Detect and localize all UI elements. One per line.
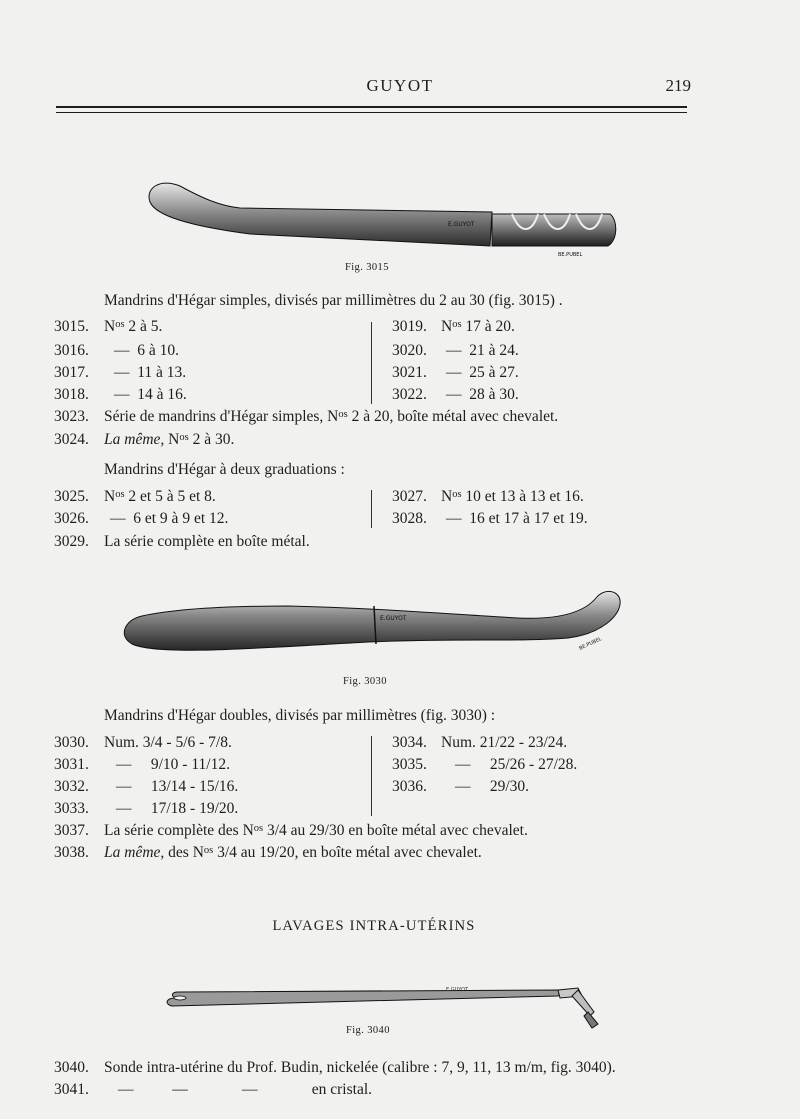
item-number: 3016. — [54, 342, 89, 359]
item-number: 3034. — [392, 734, 427, 751]
paragraph-intro: Mandrins d'Hégar doubles, divisés par millimètres (fig. 3030) : — [104, 707, 496, 724]
item-number: 3015. — [54, 318, 89, 335]
item-number: 3019. — [392, 318, 427, 335]
figure-caption: Fig. 3040 — [346, 1025, 390, 1036]
list-item: — 21 à 24. — [446, 342, 519, 359]
item-number: 3040. — [54, 1059, 89, 1076]
figure-caption: Fig. 3030 — [343, 676, 387, 687]
item-number: 3024. — [54, 431, 89, 448]
item-number: 3017. — [54, 364, 89, 381]
figure-stamp: E.GUYOT — [380, 615, 407, 622]
figure-stamp: E.GUYOT — [448, 221, 475, 228]
list-item: — 16 et 17 à 17 et 19. — [446, 510, 588, 527]
figure-caption: Fig. 3015 — [345, 262, 389, 273]
item-number: 3030. — [54, 734, 89, 751]
figure-stamp: E.GUYOT — [446, 987, 469, 993]
engraver-signature: BE.PUBEL — [578, 636, 603, 652]
item-number: 3032. — [54, 778, 89, 795]
item-number: 3023. — [54, 408, 89, 425]
list-item: — 9/10 - 11/12. — [116, 756, 230, 773]
figure-3015-illustration — [140, 168, 620, 260]
list-item: — 13/14 - 15/16. — [116, 778, 239, 795]
item-number: 3033. — [54, 800, 89, 817]
list-item: Série de mandrins d'Hégar simples, $N^{os}$ 2 à 20, boîte métal avec chevalet. — [104, 408, 559, 425]
list-item: La même, $N^{os}$ 2 à 30. — [104, 431, 235, 448]
item-number: 3037. — [54, 822, 89, 839]
list-item: Sonde intra-utérine du Prof. Budin, nickelée (calibre : 7, 9, 11, 13 m/m, fig. 3040). — [104, 1059, 616, 1076]
list-item: — 28 à 30. — [446, 386, 519, 403]
list-item: Num. 3/4 - 5/6 - 7/8. — [104, 734, 232, 751]
item-number: 3027. — [392, 488, 427, 505]
engraver-signature: BE.PUBEL — [558, 252, 583, 258]
paragraph-intro: Mandrins d'Hégar à deux graduations : — [104, 461, 345, 478]
list-item: La série complète en boîte métal. — [104, 533, 310, 550]
list-item: Num. 21/22 - 23/24. — [441, 734, 568, 751]
item-number: 3036. — [392, 778, 427, 795]
item-number: 3041. — [54, 1081, 89, 1098]
figure-3040-illustration — [158, 974, 608, 1030]
list-item: — 17/18 - 19/20. — [116, 800, 239, 817]
list-item: $N^{os}$ 2 à 5. — [104, 318, 163, 335]
list-item: — 6 à 10. — [114, 342, 180, 359]
list-item: La série complète des $N^{os}$ 3/4 au 29/30 en boîte métal avec chevalet. — [104, 822, 528, 839]
header-rule — [56, 106, 687, 108]
list-item: $N^{os}$ 10 et 13 à 13 et 16. — [441, 488, 584, 505]
list-item: — — — en cristal. — [118, 1081, 373, 1098]
item-number: 3035. — [392, 756, 427, 773]
item-number: 3038. — [54, 844, 89, 861]
paragraph-intro: Mandrins d'Hégar simples, divisés par millimètres du 2 au 30 (fig. 3015) . — [104, 292, 563, 309]
list-item: $N^{os}$ 17 à 20. — [441, 318, 515, 335]
running-head — [0, 76, 800, 102]
item-number: 3031. — [54, 756, 89, 773]
item-number: 3022. — [392, 386, 427, 403]
item-number: 3029. — [54, 533, 89, 550]
item-number: 3021. — [392, 364, 427, 381]
page-number: 219 — [665, 76, 691, 95]
item-number: 3026. — [54, 510, 89, 527]
list-item: — 6 et 9 à 9 et 12. — [110, 510, 229, 527]
item-number: 3020. — [392, 342, 427, 359]
list-item: — 25/26 - 27/28. — [455, 756, 578, 773]
column-separator — [371, 736, 372, 816]
list-item: La même, des $N^{os}$ 3/4 au 19/20, en boîte métal avec chevalet. — [104, 844, 482, 861]
running-title: GUYOT — [366, 76, 434, 95]
column-separator — [371, 490, 372, 528]
figure-3030-illustration — [118, 582, 628, 668]
item-number: 3028. — [392, 510, 427, 527]
list-item: $N^{os}$ 2 et 5 à 5 et 8. — [104, 488, 216, 505]
column-separator — [371, 322, 372, 404]
list-item: — 14 à 16. — [114, 386, 187, 403]
item-number: 3018. — [54, 386, 89, 403]
list-item: — 25 à 27. — [446, 364, 519, 381]
item-number: 3025. — [54, 488, 89, 505]
section-heading: LAVAGES INTRA-UTÉRINS — [272, 918, 476, 934]
list-item: — 11 à 13. — [114, 364, 187, 381]
header-rule-thin — [56, 112, 687, 113]
list-item: — 29/30. — [455, 778, 530, 795]
